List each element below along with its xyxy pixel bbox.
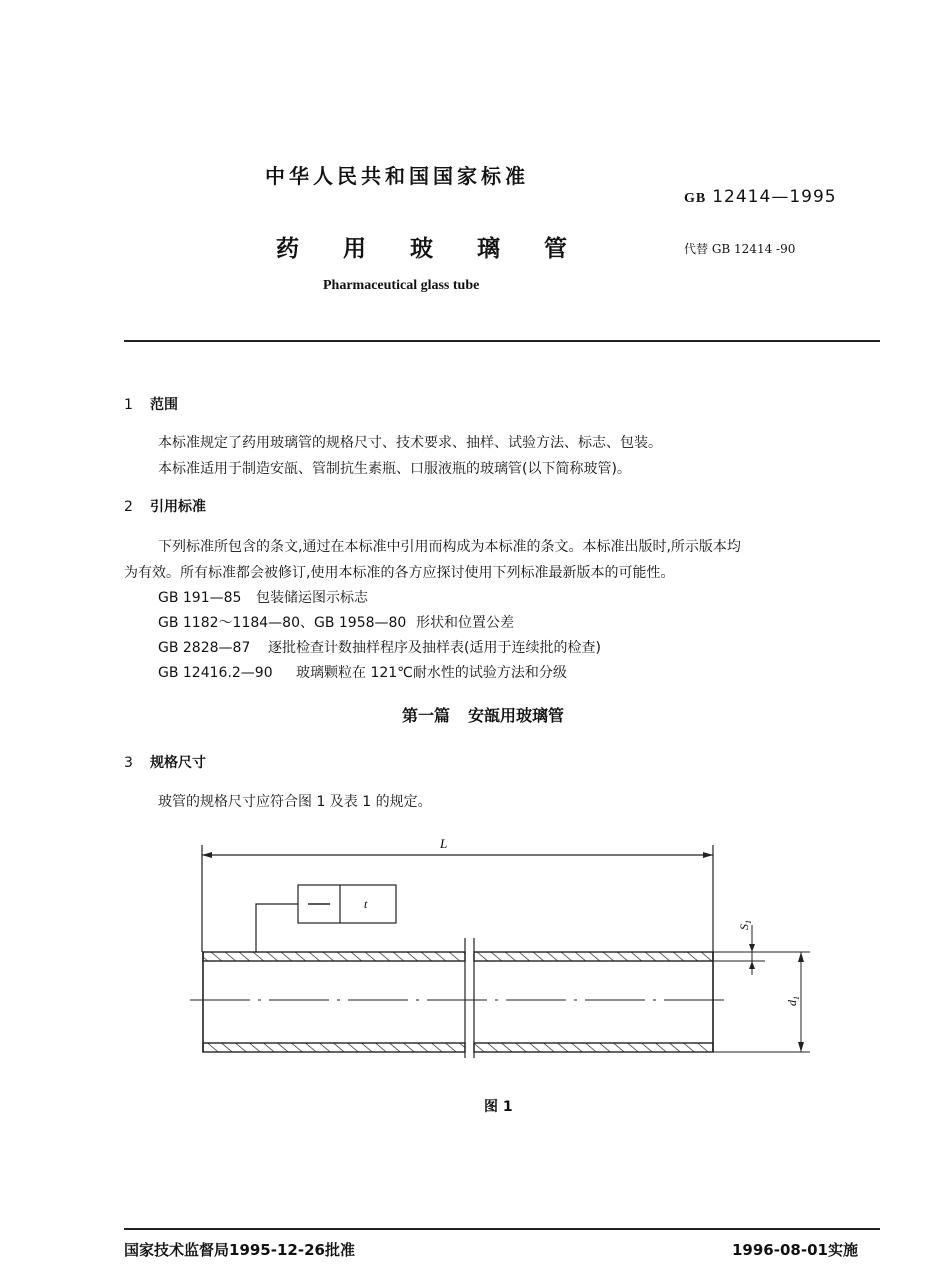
replaces-standard: 代替 GB 12414 -90 [684,242,796,256]
reference-code: GB 191—85 [158,590,242,606]
chapter-part: 第一篇 [402,706,451,725]
title-char: 用 [343,236,366,262]
standard-prefix: GB [684,191,707,206]
arrow-right-icon [703,852,713,858]
reference-title: 逐批检查计数抽样程序及抽样表(适用于连续批的检查) [268,640,601,656]
section-title: 规格尺寸 [150,755,206,771]
length-label: L [440,836,448,851]
title-char: 璃 [477,236,500,262]
diameter-label: $d_1$ [785,996,801,1006]
title-char: 药 [276,236,299,262]
section-title: 范围 [150,397,178,413]
arrow-up-icon [798,952,804,962]
chapter-title: 安瓿用玻璃管 [468,706,565,725]
reference-code: GB 1182～1184—80、GB 1958—80 [158,615,407,631]
section-1-paragraph: 本标准适用于制造安瓿、管制抗生素瓶、口服液瓶的玻璃管(以下简称玻管)。 [158,461,631,477]
tolerance-leader-line [256,904,298,952]
wall-thickness-label: $S_1$ [737,920,753,930]
reference-title: 包装储运图示标志 [256,590,368,606]
tube-bottom-wall-left [203,1043,465,1052]
reference-code: GB 12416.2—90 [158,665,273,681]
approval-line: 国家技术监督局1995-12-26批准 [124,1241,355,1259]
figure-caption: 图 1 [484,1099,513,1115]
national-standard-heading: 中华人民共和国国家标准 [265,164,529,188]
section-number: 3 [124,755,133,771]
reference-title: 玻璃颗粒在 121℃耐水性的试验方法和分级 [296,665,567,681]
english-title: Pharmaceutical glass tube [323,278,480,293]
section-number: 1 [124,397,133,413]
footer-divider [124,1228,880,1230]
title-char: 玻 [410,236,433,262]
section-2-paragraph: 下列标准所包含的条文,通过在本标准中引用而构成为本标准的条文。本标准出版时,所示版本均 [158,539,741,555]
arrow-left-icon [202,852,212,858]
arrow-down-icon [798,1042,804,1052]
tube-bottom-wall-right [474,1043,713,1052]
section-number: 2 [124,499,133,515]
section-3-paragraph: 玻管的规格尺寸应符合图 1 及表 1 的规定。 [158,794,432,810]
title-char: 管 [544,236,567,262]
reference-code: GB 2828—87 [158,640,251,656]
tube-top-wall-left [203,952,465,961]
arrow-down-icon [749,944,755,952]
tolerance-value-label: t [364,897,368,911]
arrow-up-icon [749,961,755,969]
tube-top-wall-right [474,952,713,961]
section-title: 引用标准 [150,499,206,515]
section-1-paragraph: 本标准规定了药用玻璃管的规格尺寸、技术要求、抽样、试验方法、标志、包装。 [158,435,662,451]
reference-title: 形状和位置公差 [416,615,514,631]
implementation-date: 1996-08-01实施 [732,1241,858,1259]
standard-number-value: 12414—1995 [712,187,837,207]
section-2-paragraph: 为有效。所有标准都会被修订,使用本标准的各方应探讨使用下列标准最新版本的可能性。 [124,565,675,581]
